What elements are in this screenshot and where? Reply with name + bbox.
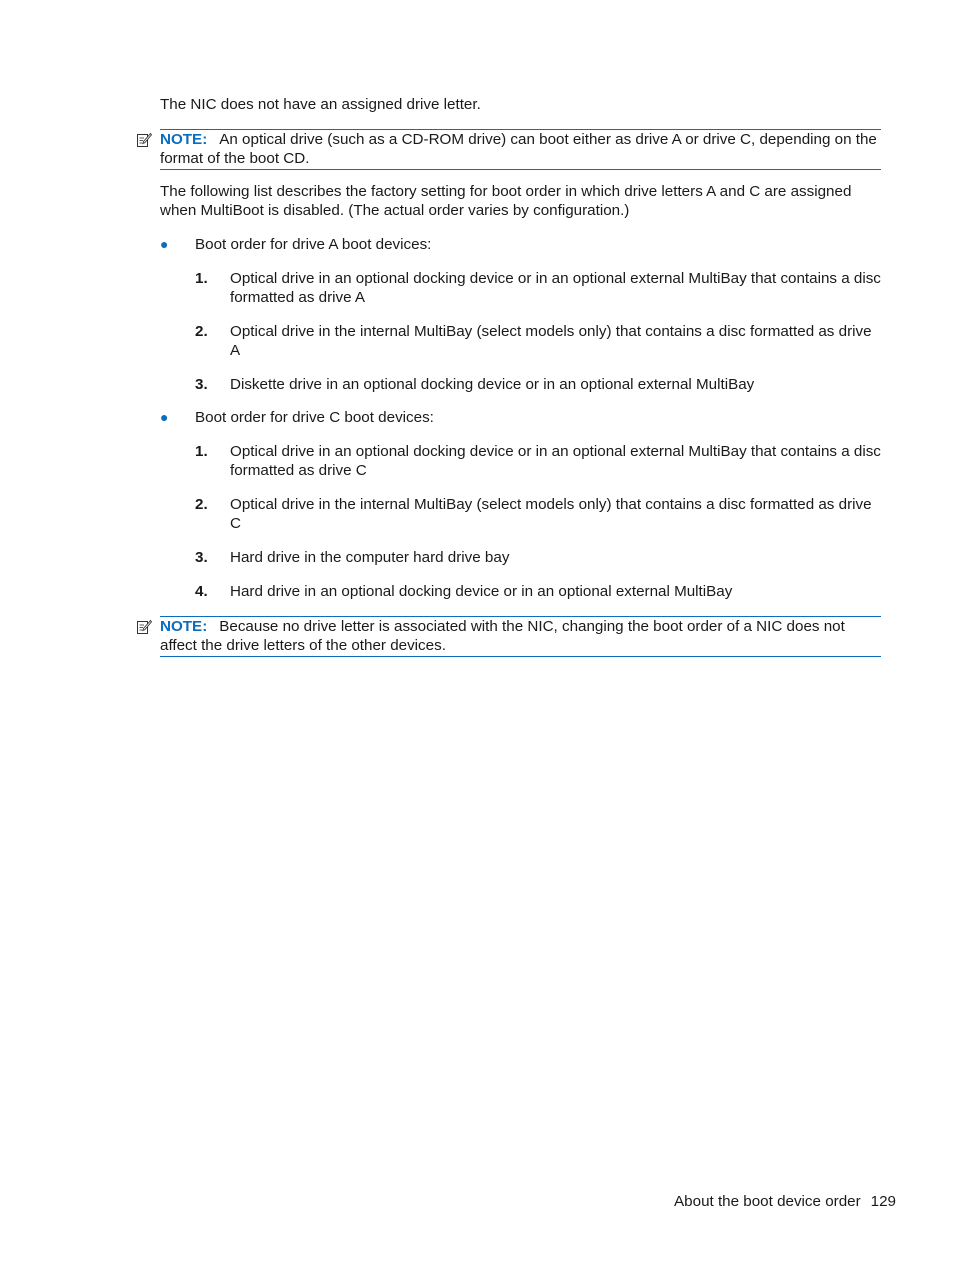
- item-number: 3.: [195, 549, 208, 566]
- item-text: Hard drive in an optional docking device or in an optional external MultiBay: [230, 583, 733, 600]
- item-number: 2.: [195, 323, 208, 340]
- description-paragraph: The following list describes the factory setting for boot order in which drive letters A and C are assigned when MultiBoot is disabled. (The actual order varies by configuration.): [160, 183, 852, 219]
- page-footer: [674, 1192, 896, 1211]
- list-item: [195, 442, 882, 480]
- bullet-text: Boot order for drive A boot devices:: [195, 236, 432, 253]
- item-text: Optical drive in an optional docking device or in an optional external MultiBay that contains a disc formatted as drive A: [230, 270, 881, 306]
- list-item: [195, 548, 882, 567]
- item-number: 4.: [195, 583, 208, 600]
- item-text: Hard drive in the computer hard drive bay: [230, 549, 510, 566]
- note-pencil-icon: [136, 619, 152, 635]
- note-box: [160, 616, 881, 657]
- item-text: Optical drive in the internal MultiBay (select models only) that contains a disc formatted as drive C: [230, 496, 872, 532]
- bullet-icon: ●: [160, 409, 169, 425]
- note-text: Because no drive letter is associated with the NIC, changing the boot order of a NIC does not affect the drive letters of the other devices.: [160, 618, 845, 654]
- item-number: 2.: [195, 496, 208, 513]
- bullet-text: Boot order for drive C boot devices:: [195, 409, 434, 426]
- item-number: 1.: [195, 270, 208, 287]
- list-item: [195, 495, 882, 533]
- list-item: [195, 269, 882, 307]
- note-label: NOTE:: [160, 618, 208, 635]
- item-text: Diskette drive in an optional docking device or in an optional external MultiBay: [230, 376, 755, 393]
- intro-paragraph: The NIC does not have an assigned drive letter.: [160, 96, 481, 113]
- list-item: [195, 582, 882, 601]
- note-box: [160, 129, 881, 170]
- item-text: Optical drive in the internal MultiBay (select models only) that contains a disc formatted as drive A: [230, 323, 872, 359]
- footer-section-title: About the boot device order: [674, 1193, 861, 1210]
- note-label: NOTE:: [160, 131, 208, 148]
- list-item: [195, 322, 882, 360]
- item-number: 3.: [195, 376, 208, 393]
- list-item: [195, 375, 882, 394]
- note-text: An optical drive (such as a CD-ROM drive) can boot either as drive A or drive C, depending on the format of the boot CD.: [160, 131, 877, 167]
- note-pencil-icon: [136, 132, 152, 148]
- item-number: 1.: [195, 443, 208, 460]
- bullet-icon: ●: [160, 236, 169, 252]
- page-number: 129: [870, 1193, 896, 1210]
- item-text: Optical drive in an optional docking device or in an optional external MultiBay that contains a disc formatted as drive C: [230, 443, 881, 479]
